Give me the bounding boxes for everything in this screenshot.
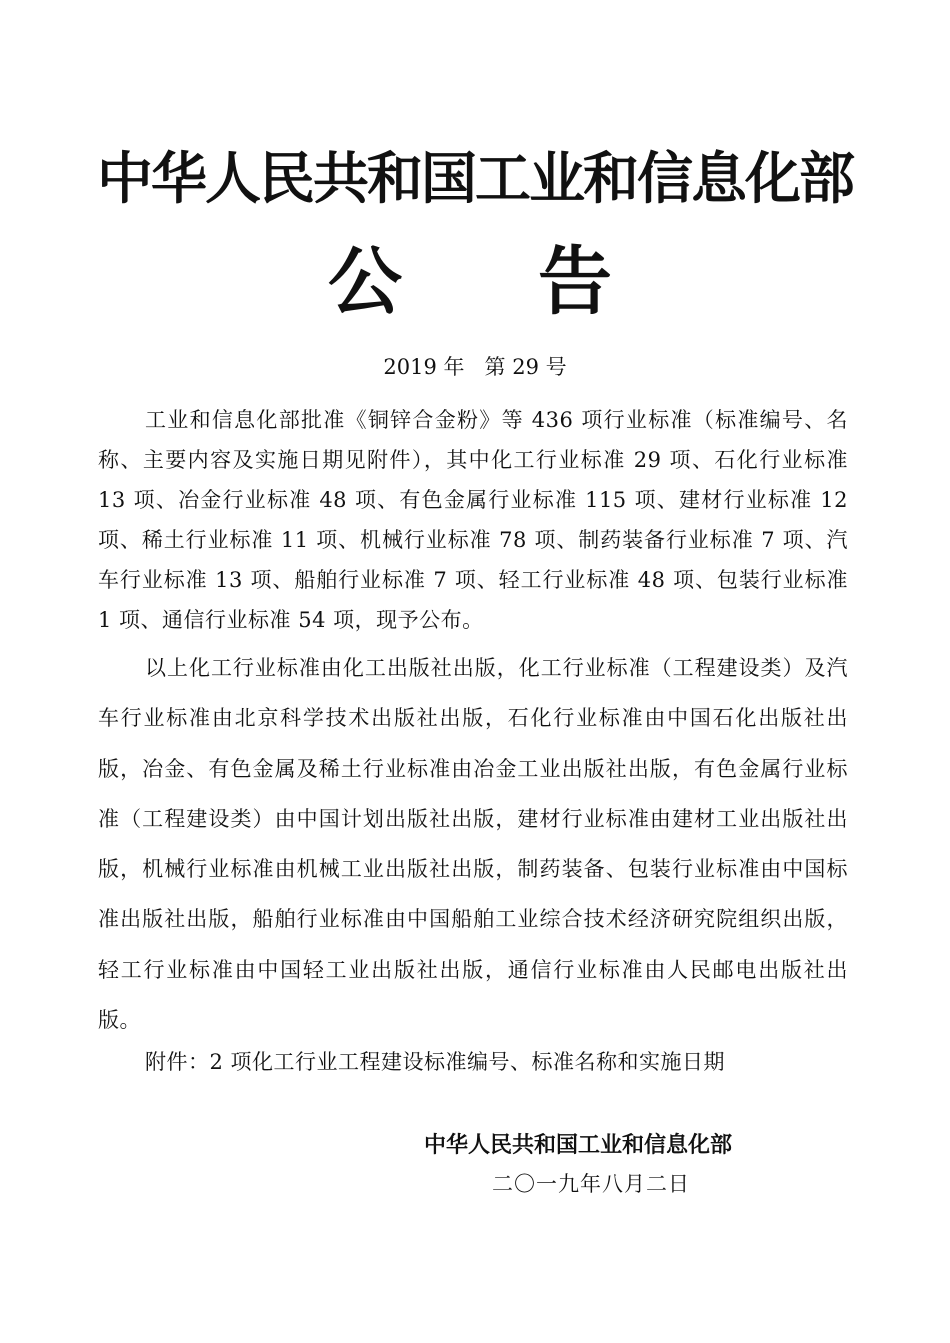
body-paragraph-publishers: 以上化工行业标准由化工出版社出版，化工行业标准（工程建设类）及汽车行业标准由北京科学技术出版社出版，石化行业标准由中国石化出版社出版，冶金、有色金属及稀土行业标准由冶金工业出版社出版，有色金属行业标准（工程建设类）由中国计划出版社出版，建材行业标准由建材工业出版社出版，机械行业标准由机械工业出版社出版，制药装备、包装行业标准由中国标准出版社出版，船舶行业标准由中国船舶工业综合技术经济研究院组织出版，轻工行业标准由中国轻工业出版社出版，通信行业标准由人民邮电出版社出版。 [98,656,848,1033]
issuing-organization-title: 中华人民共和国工业和信息化部 [97,147,853,212]
document-number: 2019 年 第 29 号 [383,355,567,379]
body-paragraph-announcement: 工业和信息化部批准《铜锌合金粉》等 436 项行业标准（标准编号、名称、主要内容及实施日期见附件），其中化工行业标准 29 项、石化行业标准 13 项、冶金行业标准 48 项、有色金属行业标准 115 项、建材行业标准 12 项、稀土行业标准 11 项、机械行业标准 78 项、制药装备行业标准 7 项、汽车行业标准 13 项、船舶行业标准 7 项、轻工行业标准 48 项、包装行业标准 1 项、通信行业标准 54 项，现予公布。 [98,408,848,632]
document-type-char-gao: 告 [538,239,612,325]
document-type-char-gong: 公 [328,239,402,325]
attachment-note: 附件：2 项化工行业工程建设标准编号、标准名称和实施日期 [145,1050,726,1074]
signature-organization: 中华人民共和国工业和信息化部 [424,1133,733,1158]
signature-date: 二〇一九年八月二日 [492,1172,690,1196]
